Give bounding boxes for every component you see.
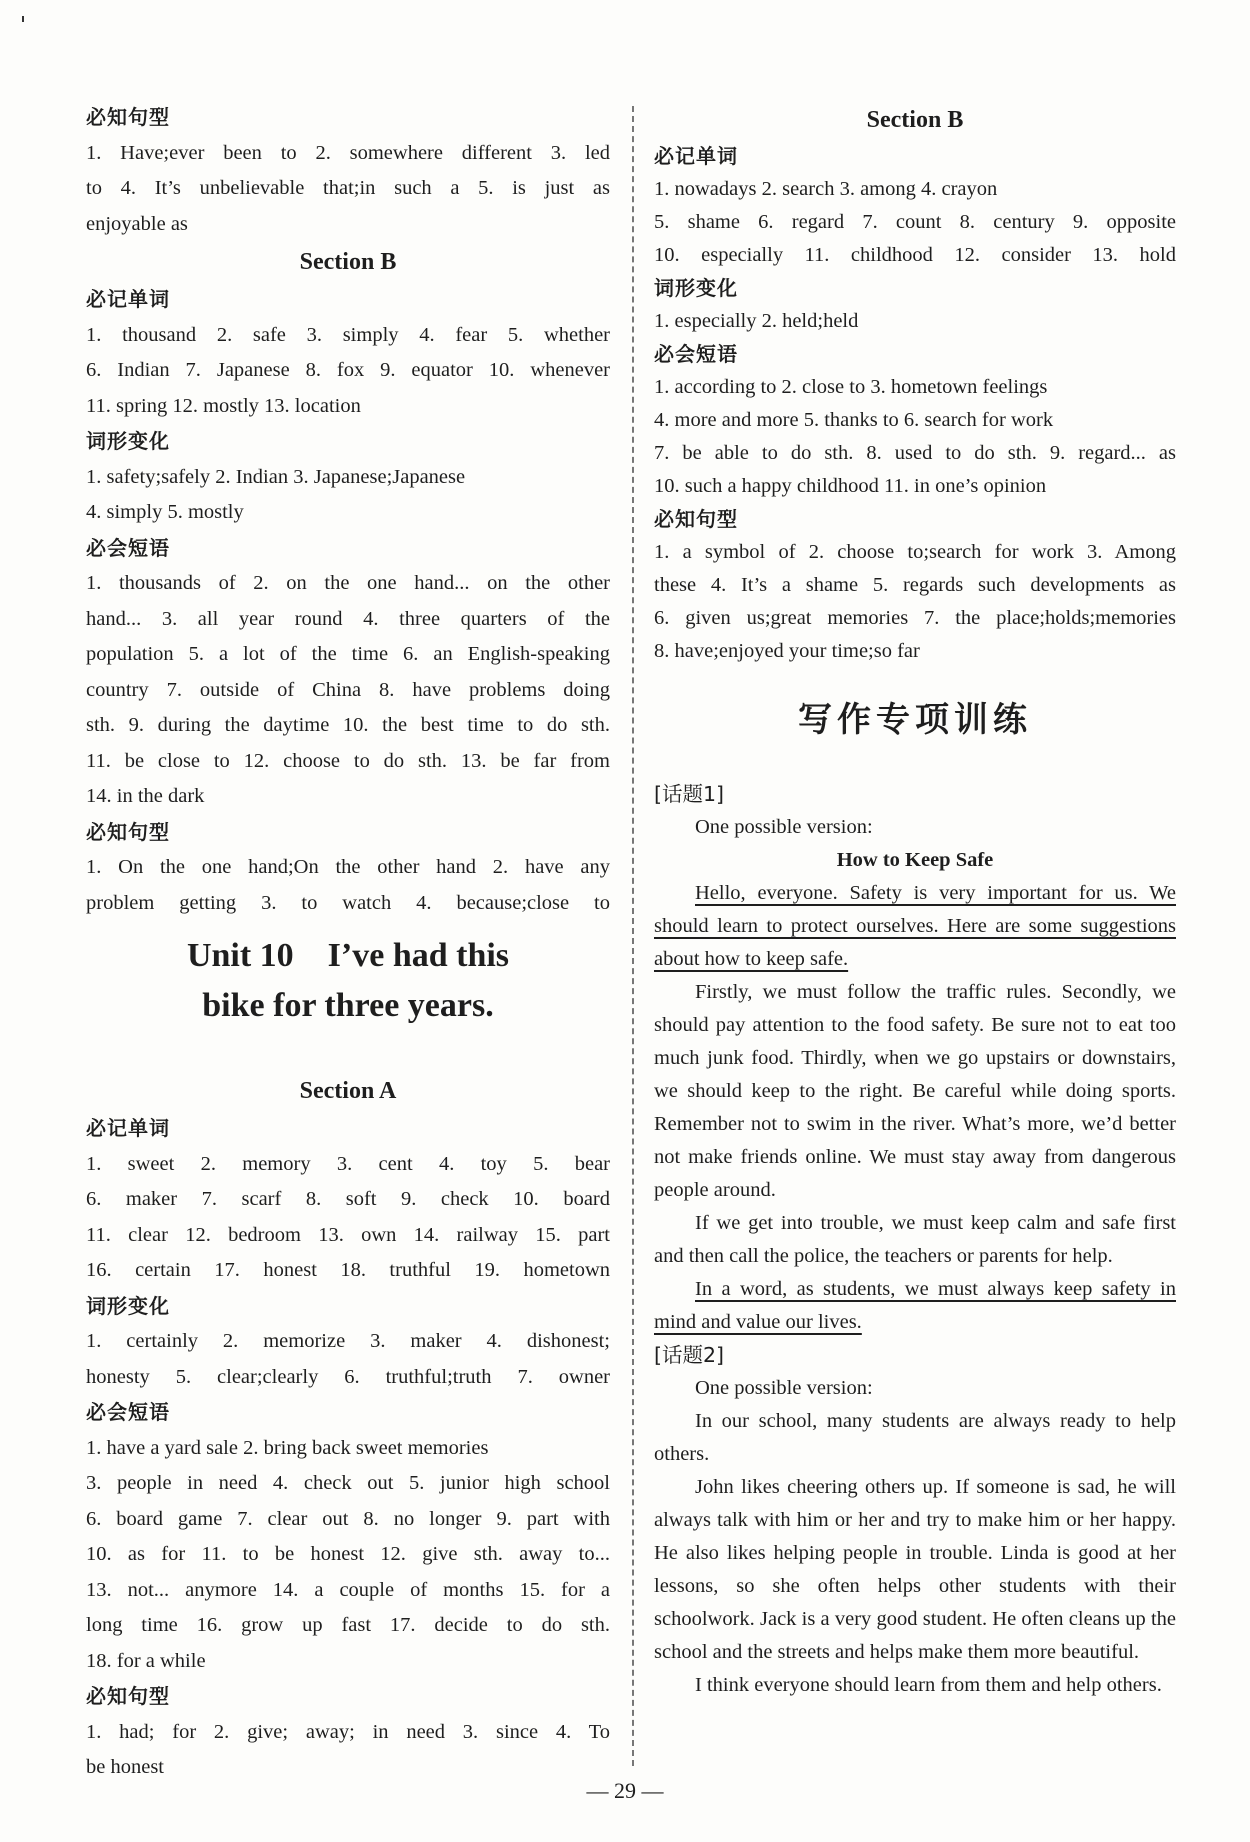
essay-paragraph: In a word, as students, we must always keep safety in mind and value our lives.: [654, 1278, 1176, 1333]
writing-practice-title: 写作专项训练: [798, 700, 1032, 740]
answer-line: 1. thousand 2. safe 3. simply 4. fear 5. whether: [86, 323, 610, 346]
answer-line: 10. such a happy childhood 11. in one’s opinion: [654, 475, 1047, 497]
answer-line: 11. be close to 12. choose to do sth. 13. be far from: [86, 749, 610, 772]
answer-line: 6. given us;great memories 7. the place;holds;memories: [654, 607, 1176, 629]
answer-line: honesty 5. clear;clearly 6. truthful;truth 7. owner: [86, 1365, 610, 1388]
answer-line: 18. for a while: [86, 1649, 206, 1672]
answer-line: 1. thousands of 2. on the one hand... on the other: [86, 572, 610, 594]
essay-paragraph: If we get into trouble, we must keep calm and safe first and then call the police, the teachers or parents for help.: [654, 1212, 1176, 1267]
answer-line: long time 16. grow up fast 17. decide to do sth.: [86, 1614, 610, 1636]
heading-sentence-patterns: 必知句型: [654, 507, 738, 531]
heading-words: 必记单词: [654, 144, 738, 168]
left-column: [86, 100, 610, 1786]
topic-tag: [话题2]: [654, 1343, 725, 1367]
answer-line: 8. have;enjoyed your time;so far: [654, 640, 920, 662]
heading-sentence-patterns: 必知句型: [86, 105, 170, 129]
answer-line: 16. certain 17. honest 18. truthful 19. hometown: [86, 1259, 610, 1281]
heading-words: 必记单词: [86, 287, 170, 311]
answer-line: 10. especially 11. childhood 12. consider 13. hold: [654, 244, 1176, 266]
answer-line: 6. maker 7. scarf 8. soft 9. check 10. board: [86, 1188, 610, 1210]
answer-line: hand... 3. all year round 4. three quarters of the: [86, 607, 610, 630]
topic-tag: [话题1]: [654, 782, 725, 806]
heading-phrases: 必会短语: [86, 535, 170, 560]
heading-phrases: 必会短语: [654, 342, 738, 366]
answer-line: 14. in the dark: [86, 785, 205, 807]
answer-line: 1. have a yard sale 2. bring back sweet memories: [86, 1436, 489, 1459]
answer-line: 1. On the one hand;On the other hand 2. have any: [86, 856, 610, 878]
heading-phrases: 必会短语: [86, 1400, 170, 1424]
answer-line: 3. people in need 4. check out 5. junior high school: [86, 1472, 610, 1494]
answer-line: be honest: [86, 1756, 164, 1778]
answer-line: problem getting 3. to watch 4. because;close to: [86, 891, 610, 914]
heading-word-forms: 词形变化: [86, 429, 170, 453]
section-title: Section B: [299, 249, 397, 275]
answer-line: 11. spring 12. mostly 13. location: [86, 394, 361, 417]
answer-line: 6. board game 7. clear out 8. no longer 9. part with: [86, 1507, 610, 1530]
answer-line: 4. more and more 5. thanks to 6. search for work: [654, 409, 1054, 431]
answer-line: 1. certainly 2. memorize 3. maker 4. dishonest;: [86, 1330, 610, 1352]
answer-line: 5. shame 6. regard 7. count 8. century 9. opposite: [654, 211, 1176, 233]
section-title: Section A: [299, 1078, 397, 1104]
heading-sentence-patterns: 必知句型: [86, 819, 170, 844]
answer-line: enjoyable as: [86, 212, 188, 235]
heading-sentence-patterns: 必知句型: [86, 1684, 170, 1708]
essay-paragraph: Hello, everyone. Safety is very important for us. We should learn to protect ourselves. Here are some suggestions about how to keep safe.: [654, 882, 1176, 970]
answer-line: these 4. It’s a shame 5. regards such developments as: [654, 574, 1176, 596]
answer-line: to 4. It’s unbelievable that;in such a 5. is just as: [86, 177, 610, 199]
heading-word-forms: 词形变化: [654, 276, 738, 300]
section-title: Section B: [866, 107, 964, 133]
essay-title: How to Keep Safe: [836, 849, 994, 871]
answer-line: population 5. a lot of the time 6. an English-speaking: [86, 643, 610, 665]
answer-line: 1. safety;safely 2. Indian 3. Japanese;Japanese: [86, 465, 466, 488]
essay-paragraph: In our school, many students are always ready to help others.: [654, 1410, 1176, 1465]
page-number: — 29 —: [586, 1778, 664, 1803]
heading-words: 必记单词: [86, 1116, 170, 1140]
answer-line: country 7. outside of China 8. have problems doing: [86, 678, 610, 701]
answer-line: 4. simply 5. mostly: [86, 501, 244, 523]
scan-mark: [22, 16, 24, 22]
answer-line: sth. 9. during the daytime 10. the best time to do sth.: [86, 714, 610, 736]
essay-paragraph: John likes cheering others up. If someone is sad, he will always talk with him or her and try to make him or her happy. He also likes helping people in trouble. Linda is good at her lessons, so she often helps other students with their schoolwork. Jack is a very good student. He often cleans up the school and the streets and helps make them more beautiful.: [654, 1476, 1176, 1663]
essay-intro: One possible version:: [695, 1377, 873, 1399]
answer-line: 7. be able to do sth. 8. used to do sth. 9. regard... as: [654, 442, 1176, 464]
answer-line: 13. not... anymore 14. a couple of months 15. for a: [86, 1578, 610, 1601]
unit-title: [86, 931, 610, 1031]
answer-line: 1. had; for 2. give; away; in need 3. since 4. To: [86, 1720, 610, 1743]
essay-paragraph: I think everyone should learn from them and help others.: [695, 1674, 1162, 1696]
answer-line: 1. according to 2. close to 3. hometown feelings: [654, 376, 1048, 398]
heading-word-forms: 词形变化: [86, 1293, 170, 1318]
essay-paragraph: Firstly, we must follow the traffic rules. Secondly, we should pay attention to the food safety. Be sure not to eat too much junk food. Thirdly, when we go upstairs or downstairs, we should keep to the right. Be careful while doing sports. Remember not to swim in the river. What’s more, we’d better not make friends online. We must stay away from dangerous people around.: [654, 981, 1176, 1201]
unit-title-line: bike for three years.: [202, 987, 494, 1024]
answer-line: 1. a symbol of 2. choose to;search for work 3. Among: [654, 541, 1176, 563]
answer-line: 10. as for 11. to be honest 12. give sth. away to...: [86, 1543, 610, 1565]
answer-line: 6. Indian 7. Japanese 8. fox 9. equator 10. whenever: [86, 359, 610, 381]
answer-line: 1. especially 2. held;held: [654, 310, 859, 332]
answer-line: 1. nowadays 2. search 3. among 4. crayon: [654, 178, 998, 200]
essay-intro: One possible version:: [695, 816, 873, 838]
right-column: [654, 100, 1176, 1702]
answer-line: 11. clear 12. bedroom 13. own 14. railway 15. part: [86, 1223, 610, 1246]
column-divider: [632, 106, 634, 1766]
unit-title-line: Unit 10 I’ve had this: [186, 937, 510, 974]
answer-line: 1. Have;ever been to 2. somewhere different 3. led: [86, 141, 610, 164]
answer-line: 1. sweet 2. memory 3. cent 4. toy 5. bear: [86, 1152, 610, 1175]
